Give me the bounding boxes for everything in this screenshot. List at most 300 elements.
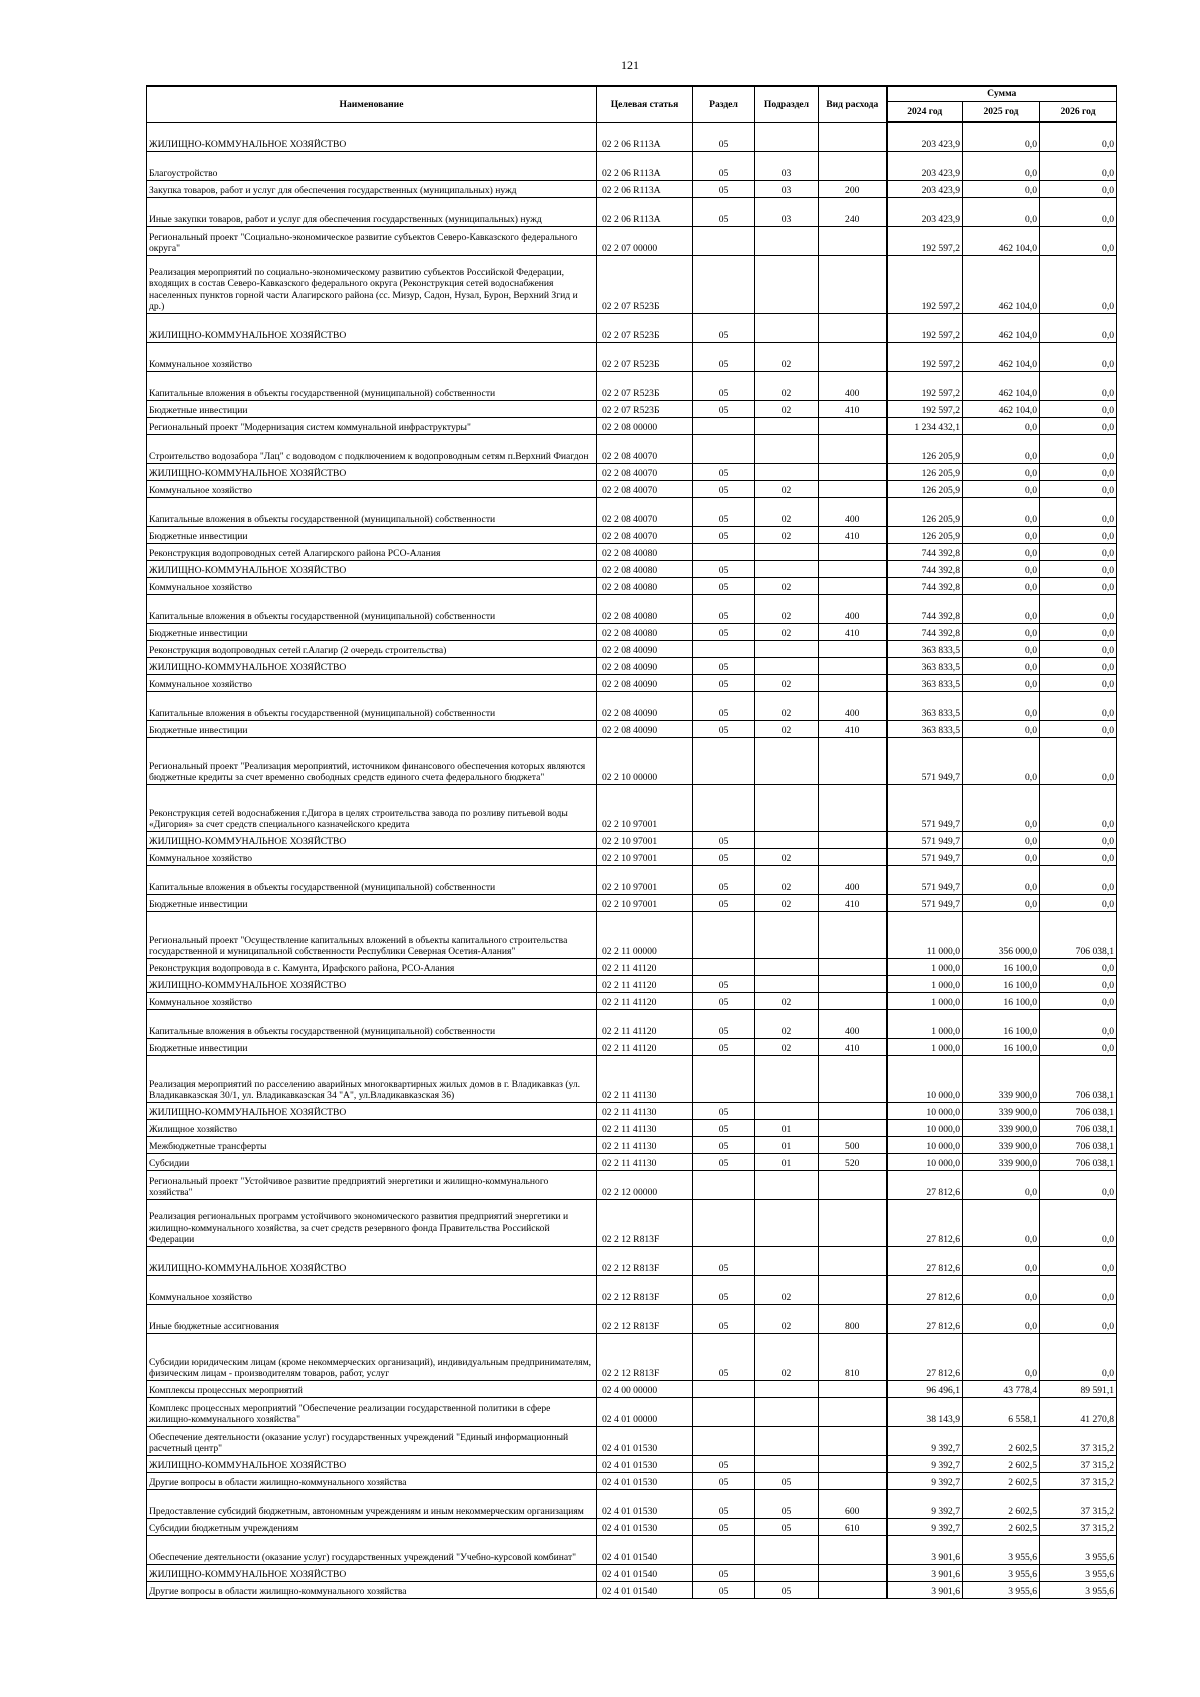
table-row: [147, 526, 1117, 543]
row-name: Иные бюджетные ассигнования: [147, 1304, 597, 1333]
row-sum-2024: 38 143,9: [887, 1397, 963, 1426]
row-name: Региональный проект "Социально-экономическое развитие субъектов Северо-Кавказского федерального округа": [147, 226, 597, 255]
row-section: [693, 1170, 755, 1199]
row-sum-2026: 0,0: [1040, 691, 1117, 720]
row-sum-2024: 1 000,0: [887, 1009, 963, 1038]
row-sum-2024: 9 392,7: [887, 1455, 963, 1472]
row-subsection: [755, 911, 819, 958]
row-sum-2026: 89 591,1: [1040, 1380, 1117, 1397]
row-expense-type: [819, 255, 887, 313]
row-subsection: 02: [755, 691, 819, 720]
row-expense-type: [819, 1199, 887, 1246]
row-name: Капитальные вложения в объекты государственной (муниципальной) собственности: [147, 1009, 597, 1038]
row-sum-2024: 126 205,9: [887, 497, 963, 526]
row-name: Бюджетные инвестиции: [147, 400, 597, 417]
row-section: [693, 1426, 755, 1455]
table-row: [147, 1535, 1117, 1564]
table-row: [147, 784, 1117, 831]
row-name: Межбюджетные трансферты: [147, 1136, 597, 1153]
row-sum-2025: 16 100,0: [963, 1009, 1040, 1038]
row-sum-2024: 126 205,9: [887, 526, 963, 543]
table-row: [147, 1304, 1117, 1333]
row-section: 05: [693, 657, 755, 674]
row-target-article: 02 2 08 40090: [597, 640, 693, 657]
row-section: [693, 255, 755, 313]
table-row: [147, 975, 1117, 992]
row-sum-2025: 0,0: [963, 640, 1040, 657]
row-target-article: 02 2 08 40090: [597, 657, 693, 674]
row-subsection: [755, 434, 819, 463]
row-target-article: 02 4 01 01540: [597, 1564, 693, 1581]
row-expense-type: [819, 831, 887, 848]
row-sum-2026: 37 315,2: [1040, 1489, 1117, 1518]
row-expense-type: [819, 342, 887, 371]
row-section: 05: [693, 691, 755, 720]
row-section: 05: [693, 497, 755, 526]
row-name: Региональный проект "Реализация мероприятий, источником финансового обеспечения которых являются бюджетные кредиты за счет временно свободных средств единого счета федерального бюджета": [147, 737, 597, 784]
row-target-article: 02 2 06 R113А: [597, 197, 693, 226]
row-sum-2025: 0,0: [963, 434, 1040, 463]
row-sum-2026: 0,0: [1040, 623, 1117, 640]
row-sum-2026: 0,0: [1040, 480, 1117, 497]
row-subsection: [755, 1170, 819, 1199]
table-row: [147, 848, 1117, 865]
row-sum-2026: 0,0: [1040, 594, 1117, 623]
row-sum-2025: 0,0: [963, 497, 1040, 526]
row-target-article: 02 2 11 41120: [597, 958, 693, 975]
row-sum-2025: 462 104,0: [963, 400, 1040, 417]
row-sum-2026: 41 270,8: [1040, 1397, 1117, 1426]
row-sum-2024: 10 000,0: [887, 1136, 963, 1153]
row-subsection: [755, 417, 819, 434]
row-name: Закупка товаров, работ и услуг для обеспечения государственных (муниципальных) нужд: [147, 180, 597, 197]
row-section: [693, 784, 755, 831]
row-expense-type: 400: [819, 594, 887, 623]
row-sum-2025: 16 100,0: [963, 975, 1040, 992]
table-row: [147, 594, 1117, 623]
row-sum-2025: 339 900,0: [963, 1055, 1040, 1102]
row-subsection: [755, 975, 819, 992]
table-row: [147, 1333, 1117, 1380]
row-expense-type: [819, 1275, 887, 1304]
row-sum-2024: 27 812,6: [887, 1275, 963, 1304]
row-expense-type: [819, 1426, 887, 1455]
row-sum-2026: 0,0: [1040, 1199, 1117, 1246]
row-target-article: 02 2 08 40080: [597, 560, 693, 577]
row-name: ЖИЛИЩНО-КОММУНАЛЬНОЕ ХОЗЯЙСТВО: [147, 975, 597, 992]
row-subsection: 02: [755, 371, 819, 400]
row-sum-2025: 339 900,0: [963, 1136, 1040, 1153]
row-sum-2025: 3 955,6: [963, 1581, 1040, 1598]
row-section: [693, 1380, 755, 1397]
table-row: [147, 560, 1117, 577]
table-row: [147, 1455, 1117, 1472]
row-name: Коммунальное хозяйство: [147, 480, 597, 497]
row-expense-type: [819, 958, 887, 975]
row-sum-2025: 339 900,0: [963, 1119, 1040, 1136]
row-name: Капитальные вложения в объекты государственной (муниципальной) собственности: [147, 594, 597, 623]
row-name: Капитальные вложения в объекты государственной (муниципальной) собственности: [147, 371, 597, 400]
row-sum-2026: 0,0: [1040, 640, 1117, 657]
row-sum-2024: 10 000,0: [887, 1119, 963, 1136]
row-target-article: 02 2 08 40080: [597, 623, 693, 640]
row-expense-type: 610: [819, 1518, 887, 1535]
row-sum-2024: 9 392,7: [887, 1518, 963, 1535]
row-sum-2026: 0,0: [1040, 1304, 1117, 1333]
row-target-article: 02 2 12 R813F: [597, 1304, 693, 1333]
row-sum-2026: 706 038,1: [1040, 1102, 1117, 1119]
row-name: Региональный проект "Устойчивое развитие предприятий энергетики и жилищно-коммунального хозяйства": [147, 1170, 597, 1199]
row-subsection: 01: [755, 1153, 819, 1170]
row-sum-2026: 706 038,1: [1040, 1119, 1117, 1136]
row-section: 05: [693, 1455, 755, 1472]
row-sum-2026: 0,0: [1040, 674, 1117, 691]
row-subsection: 03: [755, 197, 819, 226]
row-subsection: [755, 831, 819, 848]
row-name: ЖИЛИЩНО-КОММУНАЛЬНОЕ ХОЗЯЙСТВО: [147, 313, 597, 342]
row-section: 05: [693, 992, 755, 1009]
row-sum-2024: 1 000,0: [887, 975, 963, 992]
row-expense-type: 410: [819, 894, 887, 911]
row-sum-2024: 126 205,9: [887, 480, 963, 497]
row-sum-2026: 0,0: [1040, 975, 1117, 992]
row-sum-2026: 0,0: [1040, 226, 1117, 255]
row-section: [693, 1199, 755, 1246]
row-sum-2024: 9 392,7: [887, 1472, 963, 1489]
row-target-article: 02 4 01 01530: [597, 1518, 693, 1535]
row-sum-2026: 0,0: [1040, 463, 1117, 480]
row-sum-2024: 571 949,7: [887, 784, 963, 831]
row-sum-2026: 0,0: [1040, 865, 1117, 894]
row-expense-type: [819, 674, 887, 691]
row-sum-2024: 9 392,7: [887, 1426, 963, 1455]
row-sum-2024: 192 597,2: [887, 226, 963, 255]
row-expense-type: 520: [819, 1153, 887, 1170]
table-row: [147, 255, 1117, 313]
table-row: [147, 1472, 1117, 1489]
row-section: [693, 543, 755, 560]
row-section: [693, 1535, 755, 1564]
row-subsection: 02: [755, 894, 819, 911]
table-row: [147, 417, 1117, 434]
row-sum-2025: 43 778,4: [963, 1380, 1040, 1397]
header-name: Наименование: [147, 86, 597, 122]
header-year-2024: 2024 год: [887, 101, 963, 122]
row-expense-type: [819, 226, 887, 255]
row-sum-2025: 462 104,0: [963, 226, 1040, 255]
row-section: 05: [693, 720, 755, 737]
row-section: [693, 434, 755, 463]
row-section: 05: [693, 1304, 755, 1333]
row-subsection: 02: [755, 865, 819, 894]
row-name: Строительство водозабора "Лац" с водоводом с подключением к водопроводным сетям п.Верхний Фиагдон: [147, 434, 597, 463]
table-body: [147, 122, 1117, 1598]
row-subsection: [755, 463, 819, 480]
row-target-article: 02 2 06 R113А: [597, 122, 693, 151]
row-sum-2025: 0,0: [963, 526, 1040, 543]
row-sum-2026: 0,0: [1040, 737, 1117, 784]
row-expense-type: [819, 1170, 887, 1199]
row-sum-2025: 16 100,0: [963, 958, 1040, 975]
row-sum-2024: 203 423,9: [887, 151, 963, 180]
row-sum-2025: 0,0: [963, 691, 1040, 720]
row-section: 05: [693, 623, 755, 640]
row-name: ЖИЛИЩНО-КОММУНАЛЬНОЕ ХОЗЯЙСТВО: [147, 560, 597, 577]
row-sum-2024: 1 000,0: [887, 958, 963, 975]
row-sum-2024: 744 392,8: [887, 543, 963, 560]
row-target-article: 02 2 08 00000: [597, 417, 693, 434]
row-target-article: 02 2 10 97001: [597, 848, 693, 865]
row-sum-2024: 192 597,2: [887, 400, 963, 417]
row-expense-type: [819, 434, 887, 463]
row-expense-type: 400: [819, 1009, 887, 1038]
row-expense-type: 240: [819, 197, 887, 226]
row-name: Коммунальное хозяйство: [147, 342, 597, 371]
row-sum-2026: 0,0: [1040, 848, 1117, 865]
row-expense-type: 410: [819, 720, 887, 737]
row-expense-type: 200: [819, 180, 887, 197]
row-section: 05: [693, 1489, 755, 1518]
row-sum-2026: 0,0: [1040, 831, 1117, 848]
row-sum-2026: 37 315,2: [1040, 1426, 1117, 1455]
table-row: [147, 1038, 1117, 1055]
row-expense-type: [819, 911, 887, 958]
row-sum-2024: 3 901,6: [887, 1564, 963, 1581]
row-target-article: 02 4 01 01540: [597, 1535, 693, 1564]
row-section: 05: [693, 1136, 755, 1153]
row-target-article: 02 2 07 R523Б: [597, 255, 693, 313]
row-target-article: 02 2 12 R813F: [597, 1275, 693, 1304]
row-target-article: 02 2 07 R523Б: [597, 400, 693, 417]
row-name: Бюджетные инвестиции: [147, 720, 597, 737]
row-sum-2025: 2 602,5: [963, 1472, 1040, 1489]
row-sum-2025: 0,0: [963, 1199, 1040, 1246]
row-target-article: 02 2 12 R813F: [597, 1246, 693, 1275]
row-sum-2026: 0,0: [1040, 255, 1117, 313]
row-sum-2026: 0,0: [1040, 434, 1117, 463]
row-section: 05: [693, 1102, 755, 1119]
row-subsection: 02: [755, 497, 819, 526]
row-name: Реализация мероприятий по социально-экономическому развитию субъектов Российской Федерации, входящих в состав Северо-Кавказского федерального округа (Реконструкция сетей водоснабжения населенных пунктов горной части Алагирского района (сс. Мизур, Садон, Нузал, Бурон, Верхний Згид и др.): [147, 255, 597, 313]
row-sum-2024: 571 949,7: [887, 848, 963, 865]
row-expense-type: 600: [819, 1489, 887, 1518]
row-section: 05: [693, 1275, 755, 1304]
row-sum-2024: 744 392,8: [887, 577, 963, 594]
row-sum-2026: 0,0: [1040, 784, 1117, 831]
table-row: [147, 1055, 1117, 1102]
row-sum-2024: 363 833,5: [887, 674, 963, 691]
row-subsection: 02: [755, 1275, 819, 1304]
row-sum-2026: 706 038,1: [1040, 911, 1117, 958]
row-section: 05: [693, 180, 755, 197]
row-subsection: 02: [755, 1304, 819, 1333]
row-target-article: 02 2 08 40070: [597, 463, 693, 480]
row-section: 05: [693, 463, 755, 480]
row-expense-type: [819, 1246, 887, 1275]
row-target-article: 02 2 11 41130: [597, 1119, 693, 1136]
row-section: 05: [693, 1581, 755, 1598]
row-subsection: 01: [755, 1136, 819, 1153]
row-sum-2024: 192 597,2: [887, 313, 963, 342]
row-subsection: 02: [755, 623, 819, 640]
row-target-article: 02 2 06 R113А: [597, 151, 693, 180]
row-name: Обеспечение деятельности (оказание услуг) государственных учреждений "Единый информационный расчетный центр": [147, 1426, 597, 1455]
table-row: [147, 480, 1117, 497]
row-expense-type: [819, 1581, 887, 1598]
row-name: Бюджетные инвестиции: [147, 623, 597, 640]
row-sum-2024: 126 205,9: [887, 434, 963, 463]
header-year-2026: 2026 год: [1040, 101, 1117, 122]
row-target-article: 02 2 11 41120: [597, 992, 693, 1009]
table-row: [147, 1581, 1117, 1598]
row-sum-2026: 37 315,2: [1040, 1472, 1117, 1489]
row-target-article: 02 4 01 01530: [597, 1489, 693, 1518]
row-subsection: [755, 255, 819, 313]
row-expense-type: [819, 480, 887, 497]
row-sum-2025: 0,0: [963, 180, 1040, 197]
row-expense-type: 400: [819, 371, 887, 400]
row-subsection: 02: [755, 674, 819, 691]
row-target-article: 02 2 11 00000: [597, 911, 693, 958]
row-subsection: [755, 313, 819, 342]
table-row: [147, 911, 1117, 958]
row-subsection: 03: [755, 180, 819, 197]
row-target-article: 02 2 12 R813F: [597, 1199, 693, 1246]
row-sum-2025: 0,0: [963, 737, 1040, 784]
row-section: [693, 958, 755, 975]
row-subsection: 02: [755, 1009, 819, 1038]
table-row: [147, 737, 1117, 784]
row-name: Жилищное хозяйство: [147, 1119, 597, 1136]
row-subsection: 01: [755, 1119, 819, 1136]
row-sum-2026: 0,0: [1040, 894, 1117, 911]
row-section: [693, 417, 755, 434]
row-target-article: 02 2 10 97001: [597, 831, 693, 848]
row-sum-2025: 0,0: [963, 594, 1040, 623]
row-sum-2024: 744 392,8: [887, 560, 963, 577]
row-sum-2025: 0,0: [963, 543, 1040, 560]
row-section: 05: [693, 400, 755, 417]
row-target-article: 02 4 00 00000: [597, 1380, 693, 1397]
row-sum-2024: 744 392,8: [887, 594, 963, 623]
row-target-article: 02 2 11 41120: [597, 975, 693, 992]
row-sum-2025: 0,0: [963, 720, 1040, 737]
row-target-article: 02 2 07 R523Б: [597, 342, 693, 371]
row-sum-2024: 363 833,5: [887, 657, 963, 674]
row-subsection: 02: [755, 594, 819, 623]
row-sum-2026: 3 955,6: [1040, 1564, 1117, 1581]
row-subsection: 02: [755, 577, 819, 594]
row-subsection: 02: [755, 720, 819, 737]
table-row: [147, 1246, 1117, 1275]
row-name: Благоустройство: [147, 151, 597, 180]
table-row: [147, 151, 1117, 180]
row-name: ЖИЛИЩНО-КОММУНАЛЬНОЕ ХОЗЯЙСТВО: [147, 1102, 597, 1119]
row-expense-type: [819, 737, 887, 784]
row-subsection: [755, 657, 819, 674]
row-sum-2024: 10 000,0: [887, 1102, 963, 1119]
row-subsection: [755, 1380, 819, 1397]
row-subsection: [755, 122, 819, 151]
row-sum-2025: 0,0: [963, 1304, 1040, 1333]
table-row: [147, 640, 1117, 657]
row-target-article: 02 2 08 40070: [597, 526, 693, 543]
row-sum-2026: 0,0: [1040, 122, 1117, 151]
row-sum-2026: 3 955,6: [1040, 1581, 1117, 1598]
row-subsection: [755, 1199, 819, 1246]
row-name: ЖИЛИЩНО-КОММУНАЛЬНОЕ ХОЗЯЙСТВО: [147, 122, 597, 151]
row-subsection: [755, 784, 819, 831]
row-sum-2024: 571 949,7: [887, 831, 963, 848]
row-expense-type: 410: [819, 1038, 887, 1055]
row-sum-2026: 0,0: [1040, 180, 1117, 197]
row-section: 05: [693, 577, 755, 594]
table-row: [147, 313, 1117, 342]
row-expense-type: [819, 1102, 887, 1119]
row-name: Комплекс процессных мероприятий "Обеспечение реализации государственной политики в сфере жилищно-коммунального хозяйства": [147, 1397, 597, 1426]
row-sum-2026: 0,0: [1040, 526, 1117, 543]
row-sum-2025: 462 104,0: [963, 371, 1040, 400]
row-section: 05: [693, 894, 755, 911]
table-row: [147, 657, 1117, 674]
row-section: 05: [693, 342, 755, 371]
row-target-article: 02 4 01 01530: [597, 1455, 693, 1472]
row-section: 05: [693, 1246, 755, 1275]
row-subsection: [755, 1455, 819, 1472]
row-target-article: 02 2 07 00000: [597, 226, 693, 255]
row-sum-2024: 3 901,6: [887, 1535, 963, 1564]
table-row: [147, 1426, 1117, 1455]
table-row: [147, 1170, 1117, 1199]
row-sum-2024: 192 597,2: [887, 371, 963, 400]
row-subsection: 02: [755, 848, 819, 865]
table-row: [147, 122, 1117, 151]
row-expense-type: [819, 1119, 887, 1136]
table-row: [147, 1102, 1117, 1119]
row-expense-type: [819, 417, 887, 434]
row-sum-2026: 0,0: [1040, 1009, 1117, 1038]
row-sum-2024: 363 833,5: [887, 720, 963, 737]
row-sum-2025: 0,0: [963, 463, 1040, 480]
row-section: 05: [693, 831, 755, 848]
table-row: [147, 1518, 1117, 1535]
row-expense-type: [819, 122, 887, 151]
row-expense-type: 810: [819, 1333, 887, 1380]
row-target-article: 02 4 01 01530: [597, 1426, 693, 1455]
row-sum-2025: 0,0: [963, 122, 1040, 151]
row-name: Коммунальное хозяйство: [147, 674, 597, 691]
row-name: Комплексы процессных мероприятий: [147, 1380, 597, 1397]
table-row: [147, 463, 1117, 480]
row-section: 05: [693, 975, 755, 992]
row-expense-type: [819, 1380, 887, 1397]
row-expense-type: [819, 1455, 887, 1472]
row-subsection: 02: [755, 400, 819, 417]
row-subsection: 05: [755, 1489, 819, 1518]
table-row: [147, 1380, 1117, 1397]
row-section: 05: [693, 674, 755, 691]
row-section: [693, 737, 755, 784]
row-sum-2025: 0,0: [963, 657, 1040, 674]
row-sum-2024: 192 597,2: [887, 255, 963, 313]
row-expense-type: [819, 313, 887, 342]
row-expense-type: 400: [819, 865, 887, 894]
row-section: 05: [693, 313, 755, 342]
row-target-article: 02 2 10 97001: [597, 894, 693, 911]
table-row: [147, 180, 1117, 197]
row-name: Иные закупки товаров, работ и услуг для обеспечения государственных (муниципальных) нужд: [147, 197, 597, 226]
row-sum-2024: 10 000,0: [887, 1055, 963, 1102]
